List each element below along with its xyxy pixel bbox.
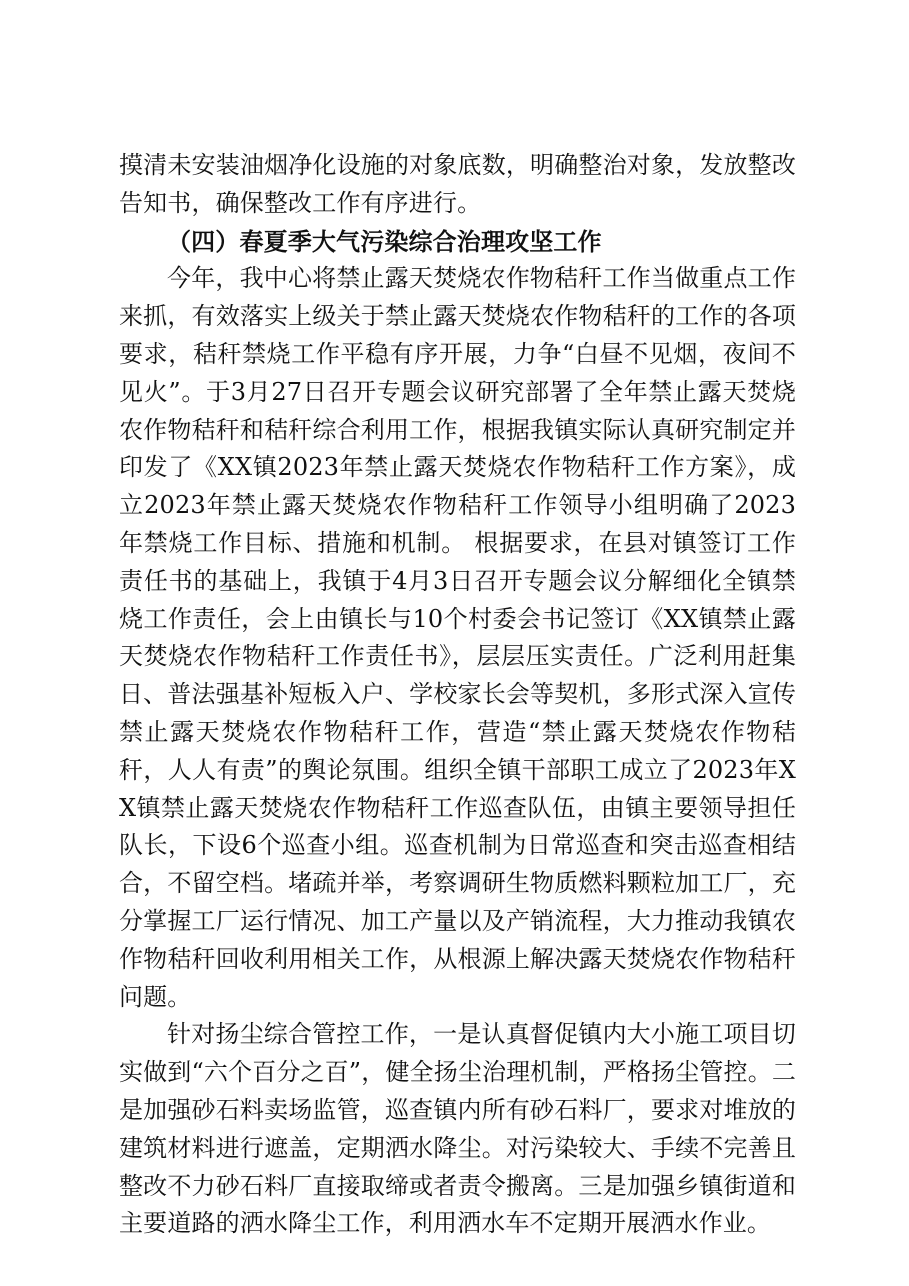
paragraph-straw-burning: 今年，我中心将禁止露天焚烧农作物秸秆工作当做重点工作来抓，有效落实上级关于禁止露天焚烧农作物秸秆的工作的各项要求，秸秆禁烧工作平稳有序开展，力争“白昼不见烟，夜间不见火”。于3月27日召开专题会议研究部署了全年禁止露天焚烧农作物秸秆和秸秆综合利用工作，根据我镇实际认真研究制定并印发了《XX镇2023年禁止露天焚烧农作物秸秆工作方案》，成立2023年禁止露天焚烧农作物秸秆工作领导小组明确了2023年禁烧工作目标、措施和机制。 根据要求，在县对镇签订工作责任书的基础上，我镇于4月3日召开专题会议分解细化全镇禁烧工作责任，会上由镇长与10个村委会书记签订《XX镇禁止露天焚烧农作物秸秆工作责任书》，层层压实责任。广泛利用赶集日、普法强基补短板入户、学校家长会等契机，多形式深入宣传禁止露天焚烧农作物秸秆工作，营造“禁止露天焚烧农作物秸秆，人人有责”的舆论氛围。组织全镇干部职工成立了2023年XX镇禁止露天焚烧农作物秸秆工作巡查队伍，由镇主要领导担任队长，下设6个巡查小组。巡查机制为日常巡查和突击巡查相结合，不留空档。堵疏并举，考察调研生物质燃料颗粒加工厂，充分掌握工厂运行情况、加工产量以及产销流程，大力推动我镇农作物秸秆回收利用相关工作，从根源上解决露天焚烧农作物秸秆问题。 — [119, 264, 796, 1011]
paragraph-dust-control: 针对扬尘综合管控工作，一是认真督促镇内大小施工项目切实做到“六个百分之百”，健全扬尘治理机制，严格扬尘管控。二是加强砂石料卖场监管，巡查镇内所有砂石料厂，要求对堆放的建筑材料进行遮盖，定期洒水降尘。对污染较大、手续不完善且整改不力砂石料厂直接取缔或者责令搬离。三是加强乡镇街道和主要道路的洒水降尘工作，利用洒水车不定期开展洒水作业。 — [119, 1020, 796, 1238]
section-heading: （四）春夏季大气污染综合治理攻坚工作 — [167, 226, 602, 256]
document-body — [119, 147, 796, 1243]
paragraph-continuation: 摸清未安装油烟净化设施的对象底数，明确整治对象，发放整改告知书，确保整改工作有序进行。 — [119, 151, 796, 217]
